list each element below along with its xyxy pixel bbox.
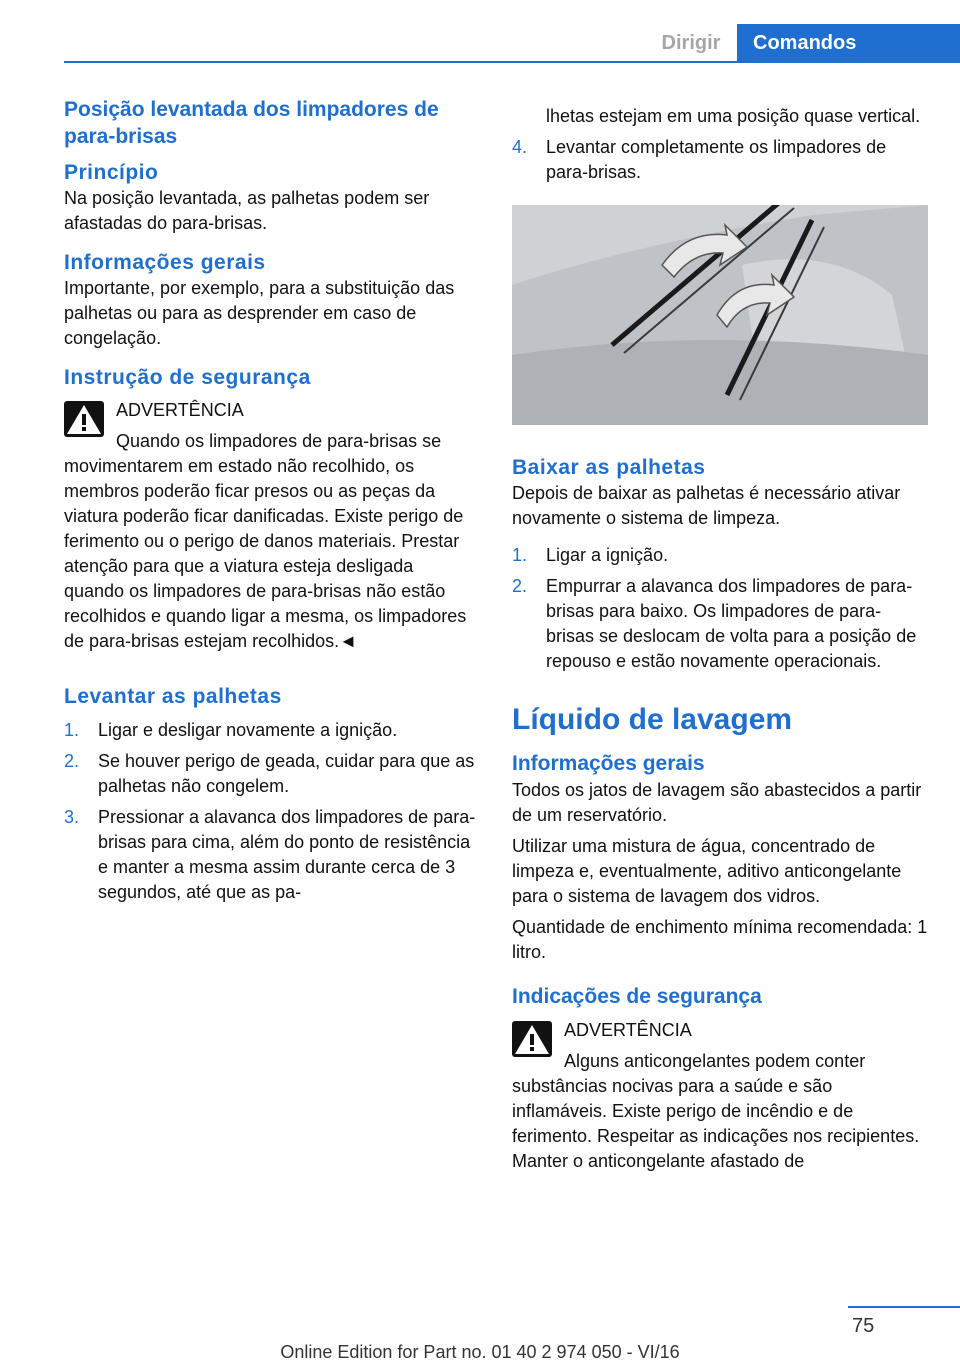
- fluid-paragraph: Utilizar uma mistura de água, concentrado de limpeza e, eventualmente, aditivo anticongelante para o sistema de lavagem dos vidros.: [512, 836, 902, 906]
- warning-title: ADVERTÊNCIA: [564, 1020, 692, 1040]
- tab-dirigir[interactable]: Dirigir: [661, 31, 721, 54]
- warning-triangle-icon: [512, 1021, 552, 1057]
- lower-heading: Baixar as palhetas: [512, 456, 706, 479]
- list-item: 1. Ligar e desligar novamente a ignição.: [64, 720, 398, 740]
- warning-text-first: Alguns anticongelantes podem conter: [564, 1051, 866, 1071]
- fluid-info-heading: Informações gerais: [512, 752, 705, 775]
- right-column: [512, 104, 928, 1174]
- warning-text-first: Quando os limpadores de para-brisas se: [116, 431, 442, 451]
- list-item: 2. Se houver perigo de geada, cuidar para que as palhetas não congelem.: [64, 751, 475, 796]
- list-item: 4. Levantar completamente os limpadores de para-brisas.: [512, 137, 887, 182]
- fluid-safety-heading: Indicações de segurança: [512, 985, 762, 1008]
- list-item: 1. Ligar a ignição.: [512, 545, 669, 565]
- page-header: [0, 0, 960, 62]
- edition-footer: Online Edition for Part no. 01 40 2 974 050 - VI/16: [280, 1342, 680, 1362]
- warning-text: substâncias nocivas para a saúde e são inflamáveis. Existe perigo de incêndio e de ferimento. Respeitar as indicações nos recipientes. Manter o anticongelante afastado de: [512, 1076, 920, 1171]
- safety-heading: Instrução de segurança: [64, 366, 311, 389]
- left-column: [64, 96, 478, 911]
- fluid-title: Líquido de lavagem: [512, 703, 793, 736]
- footer-divider: [848, 1306, 960, 1308]
- tab-comandos[interactable]: Comandos: [737, 24, 960, 62]
- lower-text: Depois de baixar as palhetas é necessário ativar novamente o sistema de limpeza.: [512, 483, 901, 528]
- raise-steps-continued: [512, 104, 928, 185]
- warning-triangle-icon: [64, 401, 104, 437]
- info-heading: Informações gerais: [64, 251, 266, 274]
- list-item: lhetas estejam em uma posição quase vertical.: [546, 106, 921, 126]
- raise-heading: Levantar as palhetas: [64, 685, 282, 708]
- warning-text: movimentarem em estado não recolhido, os membros poderão ficar presos ou as peças da viatura poderão ficar danificadas. Existe perigo de ferimento ou o perigo de danos materiais. Prestar atenção para que a viatura esteja desligada quando os limpadores de para-brisas não estão recolhidos e quando ligar a mesma, os limpadores de para-brisas estejam recolhidos.◄: [64, 456, 467, 651]
- list-item: 3. Pressionar a alavanca dos limpadores de para-brisas para cima, além do ponto de resistência e manter a mesma assim durante cerca de 3 segundos, até que as pa-: [64, 807, 476, 902]
- warning-title: ADVERTÊNCIA: [116, 400, 244, 420]
- fluid-paragraph: Quantidade de enchimento mínima recomendada: 1 litro.: [512, 917, 928, 962]
- principio-text: Na posição levantada, as palhetas podem ser afastadas do para-brisas.: [64, 188, 430, 233]
- section-title: Posição levantada dos limpadores de para-brisas: [64, 98, 439, 148]
- header-divider: [64, 61, 960, 63]
- fluid-paragraph: Todos os jatos de lavagem são abastecidos a partir de um reservatório.: [512, 780, 922, 825]
- warning-block: [512, 1017, 928, 1074]
- info-text: Importante, por exemplo, para a substituição das palhetas ou para as desprender em caso de congelação.: [64, 278, 455, 348]
- list-item: 2. Empurrar a alavanca dos limpadores de para-brisas para baixo. Os limpadores de para-brisas se deslocam de volta para a posição de repouso e estão novamente operacionais.: [512, 576, 917, 671]
- lower-steps-list: [512, 543, 928, 674]
- raise-steps-list: [64, 718, 478, 905]
- warning-block: [64, 397, 478, 454]
- principio-heading: Princípio: [64, 161, 159, 184]
- page-number: 75: [852, 1315, 875, 1337]
- wiper-photo: [512, 205, 928, 425]
